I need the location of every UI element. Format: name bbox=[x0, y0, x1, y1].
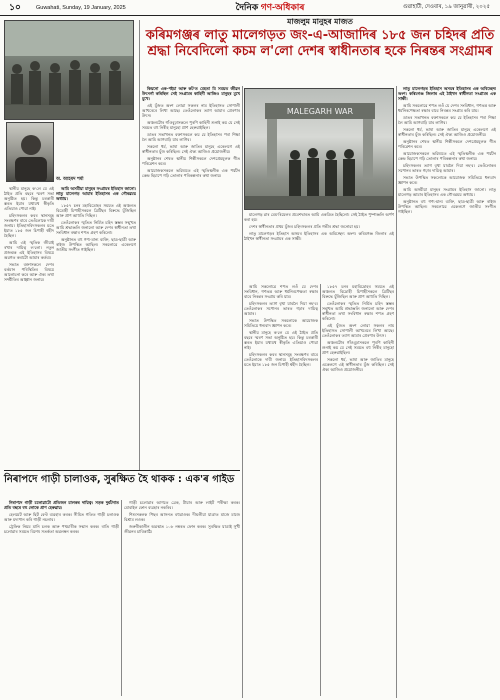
subheadline: নিৰাপদে গাড়ী চালাওক, সুৰক্ষিত হৈ থাকক : এক'ৰ গাইড bbox=[4, 474, 235, 485]
portrait-photo bbox=[6, 122, 54, 182]
paragraph: ১৮৫৭ চনৰ মহাবিদ্ৰোহৰ সময়ত এই অঞ্চলত বিদ্ৰোহী চিপাহীসকলে ব্ৰিটিছৰ বিৰুদ্ধে যুঁজিছিল আৰু প্ৰাণ আহুতি দিছিল। bbox=[322, 284, 394, 299]
paragraph: স্থানীয় মানুহে ক'লে যে এই ঠাইত প্ৰতি বছৰে স্মৰণ সভা অনুষ্ঠিত হয়। কিন্তু চৰকাৰী স্তৰত ইয়াৰ যথাযথ স্বীকৃতি এতিয়াও পোৱা নাই। bbox=[244, 330, 318, 350]
paragraph: তেওঁলোকৰ স্মৃতিত নিৰ্মিত চহিদ স্তম্ভৰ সন্মুখত আমি শ্ৰদ্ধাঞ্জলি জনালো আৰু দেশৰ স্বাধীনতা তথা সংবিধান ৰক্ষাৰ শপত গ্ৰহণ কৰিলো। bbox=[56, 220, 136, 235]
column-4 bbox=[244, 284, 318, 696]
column-rule bbox=[121, 500, 122, 696]
paragraph: জৰুৰীকালীন অৱস্থাত ১০৮ নম্বৰত ফোন কৰক। সুৰক্ষিত যাত্ৰাই সুখী জীৱনৰ চাবিকাঠি। bbox=[124, 524, 240, 534]
column-rule bbox=[242, 86, 243, 698]
paragraph: আমি সকলোৱে শপত লওঁ যে দেশৰ সংবিধান, গণতন্ত্ৰ আৰু ধৰ্মনিৰপেক্ষতা ৰক্ষাৰ বাবে নিৰন্তৰ সংগ্ৰাম কৰি যাম। bbox=[244, 284, 318, 299]
paragraph: আয়োজকসকলে ভৱিষ্যতে এই স্মৃতিস্থলীক এক পৰ্যটন কেন্দ্ৰ হিচাপে গঢ়ি তোলাৰ পৰিকল্পনাৰ কথা জনায়। bbox=[398, 151, 496, 161]
paragraph: সভাত উপস্থিত সকলোকে আয়োজক সমিতিয়ে ধন্যবাদ জ্ঞাপন কৰে। bbox=[244, 318, 318, 328]
headline: কৰিমগঞ্জৰ লাতু মালেগড়ত জং-এ-আজাদিৰ ১৮৫ জন চহিদৰ প্ৰতি শ্ৰদ্ধা নিবেদিলো কচম ল'লো দেশৰ স্বাধীনতাৰ হকে নিৰন্তৰ সংগ্ৰামৰ bbox=[145, 28, 495, 59]
column-6 bbox=[398, 86, 496, 696]
paragraph: ১৮৫৭ চনৰ মহাবিদ্ৰোহৰ সময়ত এই অঞ্চলত বিদ্ৰোহী চিপাহীসকলে ব্ৰিটিছৰ বিৰুদ্ধে যুঁজিছিল আৰু প্ৰাণ আহুতি দিছিল। bbox=[56, 203, 136, 218]
paragraph: অঞ্চলটোৰ গাঁওবুঢ়াসকলে পুৰণি কাহিনী শুনাই কয় যে সেই সময়ত বহু নিৰীহ মানুহো প্ৰাণ হেৰুৱাইছিল। bbox=[142, 120, 240, 130]
paragraph: অনুষ্ঠানত বহু গণ্য-মান্য ব্যক্তি, ছাত্ৰ-ছাত্ৰী আৰু ৰাইজ উপস্থিত আছিল। সকলোৱে একেলগে জাতীয় সংগীত গাইছিল। bbox=[398, 199, 496, 214]
paragraph: চহিদসকলৰ কবৰ স্থানসমূহ সংৰক্ষণৰ বাবে তেওঁলোকে দাবী জনায়। ইতিহাসবিদসকলৰ মতে ইয়াত ১৮৫ জন চিপাহী শ্বহীদ হৈছিল। bbox=[244, 352, 318, 367]
paragraph: অনুষ্ঠানত বহু গণ্য-মান্য ব্যক্তি, ছাত্ৰ-ছাত্ৰী আৰু ৰাইজ উপস্থিত আছিল। সকলোৱে একেলগে জাতীয় সংগীত গাইছিল। bbox=[56, 237, 136, 252]
paragraph: নিৰাপদে গাড়ী চলোৱাটো প্ৰতিজন চালকৰ দায়িত্ব। সড়ক দুৰ্ঘটনাত প্ৰতি বছৰে বহু লোকে প্ৰাণ হেৰুৱায়। bbox=[4, 500, 119, 510]
kicker: মাজলুম মানুহৰ মাজত bbox=[287, 17, 353, 26]
paragraph: ট্ৰেফিক নিয়ম মানি চলক আৰু পথচাৰীক সন্মান কৰক। ৰাতি গাড়ী চলোৱাৰ সময়ত বিশেষ সতৰ্কতা অৱলম্বন কৰক। bbox=[4, 524, 119, 534]
portrait-art bbox=[7, 123, 54, 182]
paragraph: সভাত বক্তাসকলে দেশৰ বৰ্তমান পৰিস্থিতিৰ বিষয়ে আলোচনা কৰে আৰু ঐক্য তথা সম্প্ৰীতিৰ আহ্বান জনায়। bbox=[4, 262, 54, 282]
paragraph: চহিদসকলৰ ত্যাগ বৃথা যাবলৈ দিয়া নহ'ব। তেওঁলোকৰ সপোনৰ ভাৰত গঢ়াৰ দায়িত্ব আমাৰ। bbox=[398, 163, 496, 173]
paragraph: অঞ্চলটোৰ গাঁওবুঢ়াসকলে পুৰণি কাহিনী শুনাই কয় যে সেই সময়ত বহু নিৰীহ মানুহো প্ৰাণ হেৰুৱাইছিল। bbox=[322, 340, 394, 355]
masthead-title: গণ-অধিকাৰ bbox=[260, 2, 305, 12]
paragraph: অনুষ্ঠানৰ শেষত স্থানীয় শিল্পীসকলে দেশপ্ৰেমমূলক গীত পৰিৱেশন কৰে। bbox=[142, 156, 240, 166]
paragraph: ডাঙৰ সভাখনত বক্তাসকলে কয় যে ইতিহাসৰ পৰা শিক্ষা লৈ আমি আগবাঢ়ি যাব লাগিব। bbox=[398, 115, 496, 125]
memorial-gate-photo bbox=[244, 88, 394, 210]
paragraph: দেশৰ স্বাধীনতাৰ প্ৰথম যুঁজৰ চহিদসকলৰ প্ৰতি গভীৰ শ্ৰদ্ধা জনোৱা হয়। bbox=[249, 224, 360, 229]
crowd-photo bbox=[4, 20, 134, 120]
paragraph: হেলমেট আৰু ছিট বেল্ট ব্যৱহাৰ কৰক। সীমিত গতিত গাড়ী চলাওক আৰু মদ্যপান কৰি গাড়ী নচলাব। bbox=[4, 512, 119, 522]
paragraph: চহিদসকলৰ ত্যাগ বৃথা যাবলৈ দিয়া নহ'ব। তেওঁলোকৰ সপোনৰ ভাৰত গঢ়াৰ দায়িত্ব আমাৰ। bbox=[244, 301, 318, 316]
paragraph: কিয়নো এক-পইচা আৰু কট'ত মেহতা যি সময়ত জীৱন উৎসৰ্গা কৰিছিল সেই সংগ্ৰামৰ কাহিনী আজিও মানুহৰ মুখে মুখে। bbox=[142, 86, 240, 101]
page-number: ১০ bbox=[9, 2, 21, 12]
paragraph: তেওঁলোকৰ স্মৃতিত নিৰ্মিত চহিদ স্তম্ভৰ সন্মুখত আমি শ্ৰদ্ধাঞ্জলি জনালো আৰু দেশৰ স্বাধীনতা তথা সংবিধান ৰক্ষাৰ শপত গ্ৰহণ কৰিলো। bbox=[322, 301, 394, 321]
date-english: Guwahati, Sunday, 19 January, 2025 bbox=[36, 4, 126, 11]
paragraph: আমি এই স্মৃতিক জীয়াই ৰখাৰ দায়িত্ব ল'লো। নতুন প্ৰজন্মক এই ইতিহাসৰ বিষয়ে অৱগত কৰাটো আমাৰ কৰ্তব্য। bbox=[4, 240, 54, 260]
paragraph: এই যুঁজত অংশ লোৱা সকলৰ নাম ইতিহাসত সোণালী আখৰেৰে লিখা আছে। তেওঁলোকৰ ত্যাগ আমাৰ প্ৰেৰণাৰ উৎস। bbox=[142, 103, 240, 118]
paragraph: সকলো ধৰ্ম, ভাষা আৰু জাতিৰ মানুহে একেলগে এই স্বাধীনতাৰ যুঁজ কৰিছিল। সেই ঐক্য আজিও প্ৰয়োজনীয়। bbox=[398, 127, 496, 137]
paragraph: গাড়ী চলোৱাৰ আগতে ব্ৰেক, টায়াৰ আৰু লাইট পৰীক্ষা কৰক। মোবাইল ফোন ব্যৱহাৰ নকৰিব। bbox=[124, 500, 240, 510]
masthead bbox=[190, 0, 350, 15]
gate-art bbox=[245, 89, 394, 210]
paragraph: এই যুঁজত অংশ লোৱা সকলৰ নাম ইতিহাসত সোণালী আখৰেৰে লিখা আছে। তেওঁলোকৰ ত্যাগ আমাৰ প্ৰেৰণাৰ উৎস। bbox=[322, 323, 394, 338]
portrait-caption: অ. আহমদ শৰ্মা bbox=[56, 177, 84, 182]
masthead-prefix: দৈনিক bbox=[235, 2, 259, 12]
paragraph: আমি সকলোৱে শপত লওঁ যে দেশৰ সংবিধান, গণতন্ত্ৰ আৰু ধৰ্মনিৰপেক্ষতা ৰক্ষাৰ বাবে নিৰন্তৰ সংগ্ৰাম কৰি যাম। bbox=[398, 103, 496, 113]
page-header bbox=[0, 0, 500, 16]
paragraph: আয়োজকসকলে ভৱিষ্যতে এই স্মৃতিস্থলীক এক পৰ্যটন কেন্দ্ৰ হিচাপে গঢ়ি তোলাৰ পৰিকল্পনাৰ কথা জনায়। bbox=[142, 168, 240, 178]
paragraph: অনুষ্ঠানৰ শেষত স্থানীয় শিল্পীসকলে দেশপ্ৰেমমূলক গীত পৰিৱেশন কৰে। bbox=[398, 139, 496, 149]
section-rule bbox=[4, 470, 240, 471]
paragraph: সকলো ধৰ্ম, ভাষা আৰু জাতিৰ মানুহে একেলগে এই স্বাধীনতাৰ যুঁজ কৰিছিল। সেই ঐক্য আজিও প্ৰয়োজনীয়। bbox=[142, 144, 240, 154]
paragraph: চহিদসকলৰ কবৰ স্থানসমূহ সংৰক্ষণৰ বাবে তেওঁলোকে দাবী জনায়। ইতিহাসবিদসকলৰ মতে ইয়াত ১৮৫ জন চিপাহী শ্বহীদ হৈছিল। bbox=[4, 213, 54, 238]
column-rule bbox=[320, 284, 321, 696]
paragraph: আমি অসমীয়া মানুহৰ সংগ্ৰামৰ ইতিহাস জানো। লাতু মালেগড় আমাৰ ইতিহাসৰ এক গৌৰৱময় অধ্যায়। bbox=[398, 187, 496, 197]
paragraph: স্থানীয় মানুহে ক'লে যে এই ঠাইত প্ৰতি বছৰে স্মৰণ সভা অনুষ্ঠিত হয়। কিন্তু চৰকাৰী স্তৰত ইয়াৰ যথাযথ স্বীকৃতি এতিয়াও পোৱা নাই। bbox=[4, 186, 54, 211]
column-7 bbox=[4, 500, 119, 696]
paragraph: আমি অসমীয়া মানুহৰ সংগ্ৰামৰ ইতিহাস জানো। লাতু মালেগড় আমাৰ ইতিহাসৰ এক গৌৰৱময় অধ্যায়। bbox=[56, 186, 136, 201]
column-rule bbox=[396, 86, 397, 698]
date-assamese: গুৱাহাটী, দেওবাৰ, ১৯ জানুৱাৰী, ২০২৫ bbox=[402, 3, 490, 10]
paragraph: সকলো ধৰ্ম, ভাষা আৰু জাতিৰ মানুহে একেলগে এই স্বাধীনতাৰ যুঁজ কৰিছিল। সেই ঐক্য আজিও প্ৰয়োজনীয়। bbox=[322, 357, 394, 372]
crowd-photo-art bbox=[5, 21, 134, 120]
column-1 bbox=[56, 186, 136, 466]
paragraph: মালেগড় ৱাৰ মেম'ৰিয়েলৰ প্ৰবেশদ্বাৰত আমি একত্ৰিত হৈছিলো। সেই ঠাইত পুষ্পাঞ্জলি অৰ্পণ কৰা হয়। bbox=[244, 212, 394, 222]
paragraph: লাতু মালেগড়ৰ ইতিহাস অসমৰ ইতিহাসৰ এক অবিচ্ছেদ্য অংশ। কৰিমগঞ্জ জিলাৰ এই ঠাইখন স্বাধীনতা সংগ্ৰামৰ এক সাক্ষী। bbox=[398, 86, 496, 101]
column-3 bbox=[244, 212, 394, 282]
column-2 bbox=[142, 86, 240, 468]
paragraph: শিশুসকলক পিছৰ আসনত বহুৱাওক। দীঘলীয়া যাত্ৰাত মাজে মাজে বিশ্ৰাম লওক। bbox=[124, 512, 240, 522]
column-5 bbox=[322, 284, 394, 696]
paragraph: সভাত উপস্থিত সকলোকে আয়োজক সমিতিয়ে ধন্যবাদ জ্ঞাপন কৰে। bbox=[398, 175, 496, 185]
paragraph: ডাঙৰ সভাখনত বক্তাসকলে কয় যে ইতিহাসৰ পৰা শিক্ষা লৈ আমি আগবাঢ়ি যাব লাগিব। bbox=[142, 132, 240, 142]
gate-sign-text: MALEGARH WAR bbox=[286, 107, 354, 116]
column-8 bbox=[124, 500, 240, 696]
column-1b bbox=[4, 186, 54, 466]
column-rule bbox=[139, 20, 140, 470]
paragraph: লাতু মালেগড়ৰ ইতিহাস অসমৰ ইতিহাসৰ এক অবিচ্ছেদ্য অংশ। কৰিমগঞ্জ জিলাৰ এই ঠাইখন স্বাধীনতা সংগ্ৰামৰ এক সাক্ষী। bbox=[244, 231, 394, 241]
